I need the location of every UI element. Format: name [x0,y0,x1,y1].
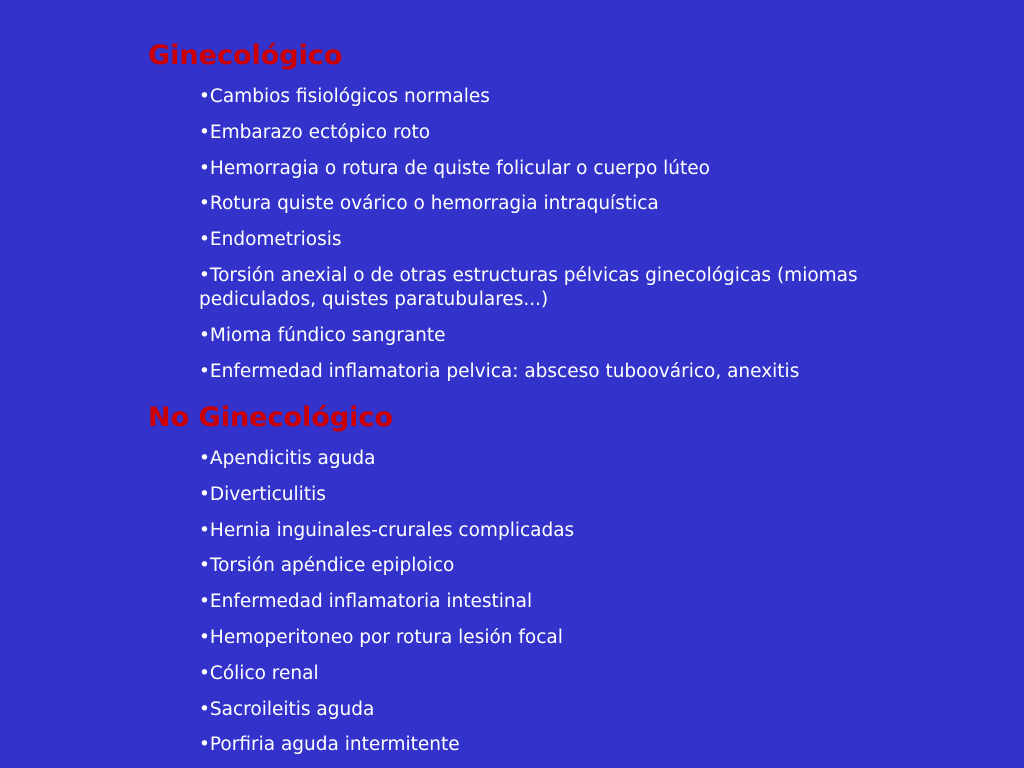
list-item-text: Cambios fisiológicos normales [209,86,490,107]
bullet: • [199,229,210,251]
bullet: • [199,591,210,613]
bullet: • [199,698,210,720]
list-item [199,590,929,614]
list-item-text: Cólico renal [209,662,319,684]
list-item-text: Sacroileitis aguda [209,698,375,720]
list-item [199,483,929,507]
list-item [199,360,929,384]
list-item [199,324,929,348]
list-item [199,157,929,181]
bullet: • [199,519,210,541]
bullet: • [199,626,210,648]
bullet: • [199,448,210,469]
non-gynecologic-list [199,447,929,768]
bullet: • [199,86,210,107]
list-item-text: Porfiria aguda intermitente [209,734,460,756]
list-item-text: Enfermedad inflamatoria pelvica: absceso tuboovárico, anexitis [209,360,800,382]
bullet: • [199,483,210,505]
list-item [199,626,929,650]
list-item [199,554,929,578]
list-item-text: Torsión apéndice epiploico [209,555,455,577]
list-item-text: Hemorragia o rotura de quiste folicular o cuerpo lúteo [209,157,710,179]
list-item [199,733,929,757]
list-item [199,662,929,686]
list-item [199,228,929,252]
list-item [199,519,929,543]
bullet: • [199,324,210,346]
section-title-no-ginecologico: No Ginecológico [148,402,393,433]
gynecologic-list [199,85,929,395]
list-item [199,121,929,145]
list-item [199,192,929,216]
bullet: • [199,662,210,684]
list-item-text: Rotura quiste ovárico o hemorragia intraquística [209,193,659,215]
list-item-text: Hernia inguinales-crurales complicadas [209,519,575,541]
bullet: • [199,360,210,382]
list-item-text: Apendicitis aguda [209,448,376,469]
list-item [199,698,929,722]
bullet: • [199,264,210,286]
section-title-ginecologico: Ginecológico [148,40,343,71]
bullet: • [199,121,210,143]
list-item-text: Torsión anexial o de otras estructuras pélvicas ginecológicas (miomas pediculados, quistes paratubulares...) [199,264,858,310]
bullet: • [199,193,210,215]
list-item-text: Embarazo ectópico roto [209,121,431,143]
list-item-text: Endometriosis [209,229,342,251]
list-item-text: Hemoperitoneo por rotura lesión focal [209,626,563,648]
list-item-text: Mioma fúndico sangrante [209,324,446,346]
list-item-text: Diverticulitis [209,483,326,505]
bullet: • [199,157,210,179]
list-item [199,85,929,109]
list-item-text: Enfermedad inflamatoria intestinal [209,591,533,613]
bullet: • [199,734,210,756]
bullet: • [199,555,210,577]
list-item [199,264,929,312]
list-item [199,447,929,471]
